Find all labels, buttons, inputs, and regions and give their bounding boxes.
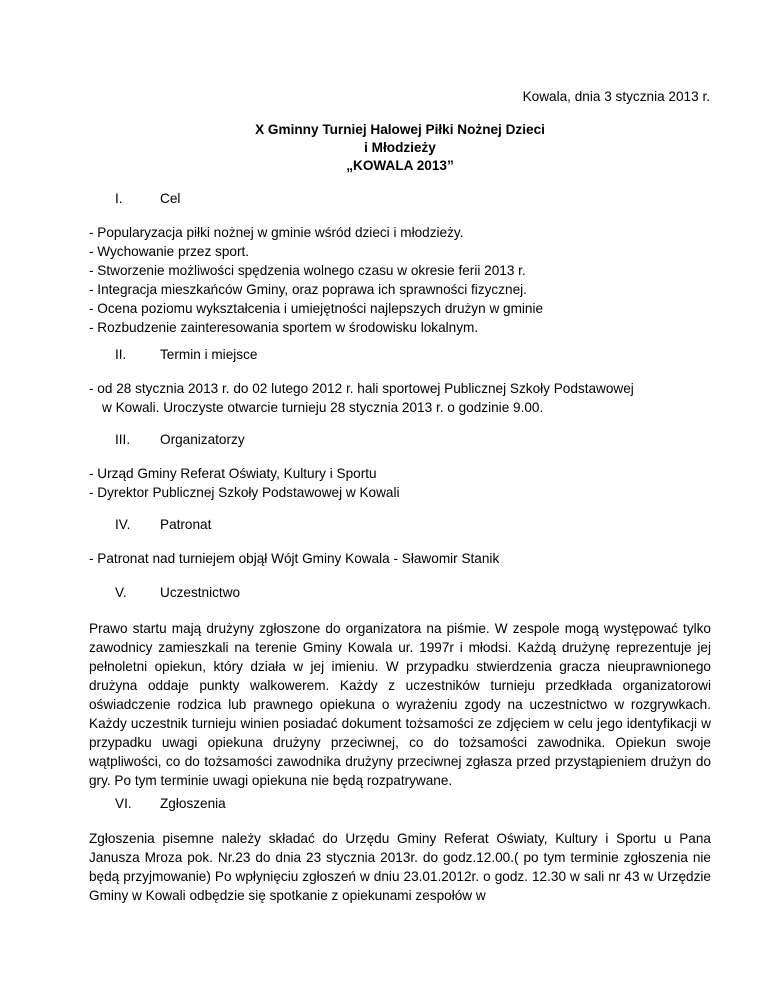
section-number: VI.: [115, 796, 132, 811]
list-item: - Urząd Gminy Referat Oświaty, Kultury i Sportu: [89, 466, 377, 481]
document-title: [89, 121, 711, 175]
section-title: Termin i miejsce: [160, 347, 258, 362]
section-number: IV.: [115, 517, 131, 532]
section-number: III.: [115, 432, 131, 447]
section-title: Zgłoszenia: [160, 796, 226, 811]
section-number: II.: [115, 347, 127, 362]
list-item: - Rozbudzenie zainteresowania sportem w środowisku lokalnym.: [89, 320, 479, 335]
section-heading-uczestnictwo: [115, 583, 240, 602]
title-line-3: „KOWALA 2013”: [346, 158, 454, 173]
section-heading-cel: [115, 189, 180, 208]
section-title: Cel: [160, 191, 181, 206]
title-line-1: X Gminny Turniej Halowej Piłki Nożnej Dzieci: [255, 122, 545, 137]
list-item: - Popularyzacja piłki nożnej w gminie wśród dzieci i młodzieży.: [89, 225, 464, 240]
section-title: Organizatorzy: [160, 432, 245, 447]
list-item: - Stworzenie możliwości spędzenia wolnego czasu w okresie ferii 2013 r.: [89, 263, 526, 278]
section-heading-zgloszenia: [115, 794, 226, 813]
patronage-text: - Patronat nad turniejem objął Wójt Gminy Kowala - Sławomir Stanik: [89, 551, 500, 566]
section-number: V.: [115, 585, 127, 600]
registration-paragraph: Zgłoszenia pisemne należy składać do Urzędu Gminy Referat Oświaty, Kultury i Sportu u Pana Janusza Mroza pok. Nr.23 do dnia 23 stycznia 2013r. do godz.12.00.( po tym terminie zgłoszenia nie będą przyjmowanie) Po wpłynięciu zgłoszeń w dniu 23.01.2012r. o godz. 12.30 w sali nr 43 w Urzędzie Gminy w Kowali odbędzie się spotkanie z opiekunami zespołów w: [89, 831, 711, 903]
section-heading-patronat: [115, 515, 211, 534]
text-line: - od 28 stycznia 2013 r. do 02 lutego 2012 r. hali sportowej Publicznej Szkoły Podstawowej: [89, 381, 634, 396]
section-number: I.: [115, 191, 123, 206]
title-line-2: i Młodzieży: [364, 140, 436, 155]
section-heading-termin: [115, 345, 257, 364]
list-item: - Ocena poziomu wykształcenia i umiejętności najlepszych drużyn w gminie: [89, 301, 544, 316]
section-title: Uczestnictwo: [160, 585, 241, 600]
organizers-list: [89, 464, 711, 502]
section-title: Patronat: [160, 517, 212, 532]
list-item: - Integracja mieszkańców Gminy, oraz poprawa ich sprawności fizycznej.: [89, 282, 527, 297]
date-place-text: [89, 379, 711, 417]
list-item: - Dyrektor Publicznej Szkoły Podstawowej w Kowali: [89, 485, 400, 500]
goals-list: [89, 223, 711, 337]
list-item: - Wychowanie przez sport.: [89, 244, 250, 259]
participation-paragraph: Prawo startu mają drużyny zgłoszone do organizatora na piśmie. W zespole mogą występować tylko zawodnicy zamieszkali na terenie Gminy Kowala ur. 1997r i młodsi. Każdą drużynę reprezentuje jej pełnoletni opiekun, który działa w jej imieniu. W przypadku stwierdzenia gracza nieuprawnionego drużyna oddaje punkty walkowerem. Każdy z uczestników turnieju przedkłada organizatorowi oświadczenie rodzica lub prawnego opiekuna o wyrażeniu zgody na uczestnictwo w rozgrywkach. Każdy uczestnik turnieju winien posiadać dokument tożsamości ze zdjęciem w celu jego identyfikacji w przypadku uwagi opiekuna drużyny przeciwnej, co do tożsamości zawodnika. Opiekun swoje wątpliwości, co do tożsamości zawodnika drużyny przeciwnej zgłasza przed przystąpieniem drużyn do gry. Po tym terminie uwagi opiekuna nie będą rozpatrywane.: [89, 621, 711, 788]
section-heading-organizatorzy: [115, 430, 245, 449]
place-date: Kowala, dnia 3 stycznia 2013 r.: [522, 89, 710, 104]
text-line: w Kowali. Uroczyste otwarcie turnieju 28 stycznia 2013 r. o godzinie 9.00.: [102, 400, 544, 415]
